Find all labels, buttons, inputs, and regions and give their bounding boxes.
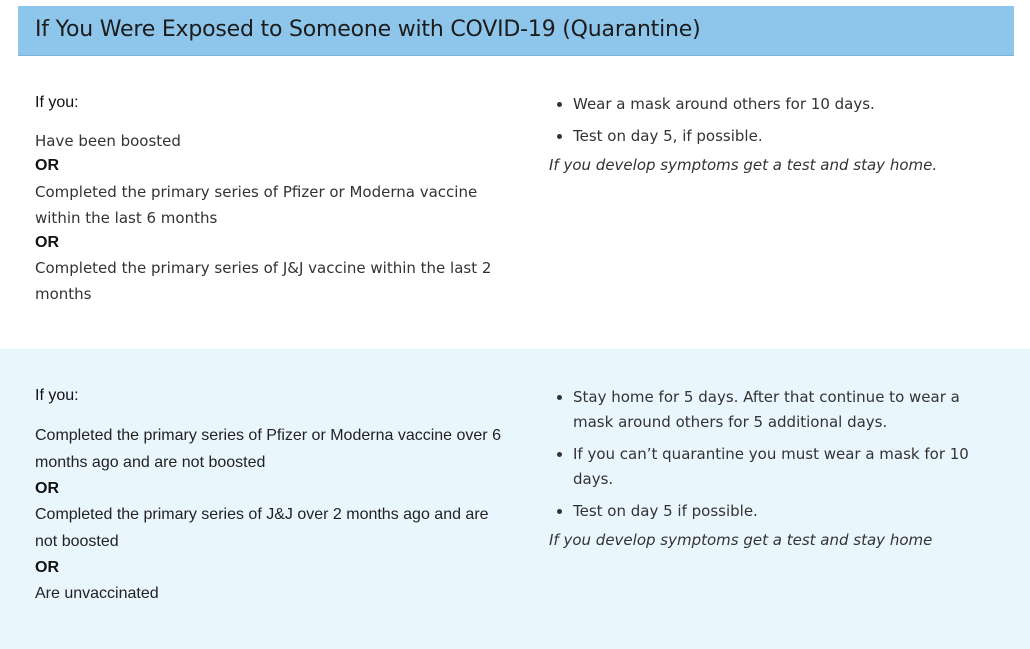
list-item: • Test on day 5, if possible. bbox=[573, 124, 1009, 149]
symptoms-note: If you develop symptoms get a test and stay home bbox=[549, 531, 933, 549]
or-label: OR bbox=[35, 559, 59, 576]
condition-boosted: Have been boosted bbox=[35, 132, 181, 150]
symptoms-note: If you develop symptoms get a test and stay home. bbox=[549, 156, 938, 174]
guidance-list bbox=[549, 92, 1009, 149]
if-you-label: If you: bbox=[35, 94, 79, 111]
page-header bbox=[18, 6, 1014, 56]
list-item: • Test on day 5 if possible. bbox=[573, 499, 999, 524]
guidance-column bbox=[549, 385, 999, 549]
condition-unvaccinated: Are unvaccinated bbox=[35, 585, 159, 602]
list-item: • Wear a mask around others for 10 days. bbox=[573, 92, 1009, 117]
or-label: OR bbox=[35, 234, 59, 251]
condition-jj-old: Completed the primary series of J&J over 2 months ago and are not boosted bbox=[35, 506, 489, 550]
or-label: OR bbox=[35, 480, 59, 497]
guidance-column bbox=[549, 92, 1009, 174]
eligibility-column bbox=[35, 94, 505, 307]
condition-jj: Completed the primary series of J&J vaccine within the last 2 months bbox=[35, 259, 492, 303]
eligibility-column bbox=[35, 387, 505, 608]
list-item: • If you can’t quarantine you must wear a mask for 10 days. bbox=[573, 442, 999, 492]
or-label: OR bbox=[35, 157, 59, 174]
page-title: If You Were Exposed to Someone with COVID-19 (Quarantine) bbox=[35, 17, 701, 42]
section-boosted bbox=[0, 56, 1030, 348]
list-item: • Stay home for 5 days. After that continue to wear a mask around others for 5 additional days. bbox=[573, 385, 999, 435]
if-you-label: If you: bbox=[35, 387, 79, 404]
section-not-boosted bbox=[0, 349, 1030, 649]
condition-pfizer-moderna-old: Completed the primary series of Pfizer or Moderna vaccine over 6 months ago and are not boosted bbox=[35, 427, 501, 471]
condition-pfizer-moderna: Completed the primary series of Pfizer or Moderna vaccine within the last 6 months bbox=[35, 183, 478, 227]
guidance-list bbox=[549, 385, 999, 524]
